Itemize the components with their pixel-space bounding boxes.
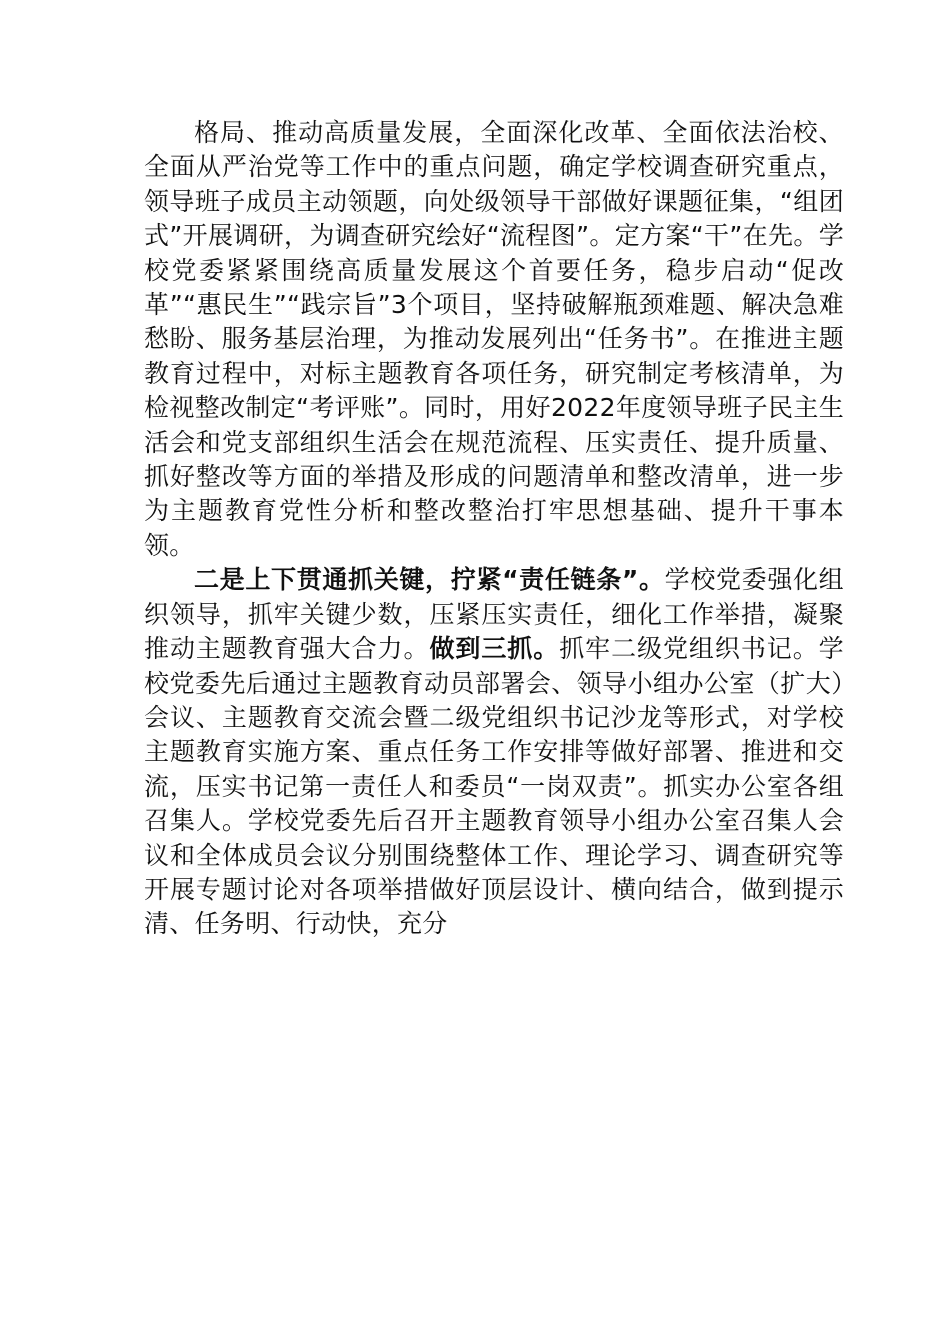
paragraph-2-heading: 二是上下贯通抓关键，拧紧“责任链条”。 (194, 565, 665, 595)
paragraph-2-text-b: 抓牢二级党组织书记。学校党委先后通过主题教育动员部署会、领导小组办公室（扩大）会议、主题教育交流会暨二级党组织书记沙龙等形式，对学校主题教育实施方案、重点任务工作安排等做好部署、推进和交流，压实书记第一责任人和委员“一岗双责”。抓实办公室各组召集人。学校党委先后召开主题教育领导小组办公室召集人会议和全体成员会议分别围绕整体工作、理论学习、调查研究等开展专题讨论对各项举措做好顶层设计、横向结合，做到提示清、任务明、行动快，充分 (144, 634, 844, 939)
paragraph-2-subheading: 做到三抓。 (429, 634, 560, 664)
paragraph-1 (144, 116, 844, 563)
document-body (144, 116, 844, 942)
paragraph-2-text-a: 学校党委强化组织领导，抓牢关键少数，压紧压实责任，细化工作举措，凝聚推动主题教育强大合力。 (144, 565, 844, 664)
paragraph-2 (144, 563, 844, 941)
paragraph-1-text: 格局、推动高质量发展，全面深化改革、全面依法治校、全面从严治党等工作中的重点问题，确定学校调查研究重点，领导班子成员主动领题，向处级领导干部做好课题征集，“组团式”开展调研，为调查研究绘好“流程图”。定方案“干”在先。学校党委紧紧围绕高质量发展这个首要任务，稳步启动“促改革”“惠民生”“践宗旨”3个项目，坚持破解瓶颈难题、解决急难愁盼、服务基层治理，为推动发展列出“任务书”。在推进主题教育过程中，对标主题教育各项任务，研究制定考核清单，为检视整改制定“考评账”。同时，用好2022年度领导班子民主生活会和党支部组织生活会在规范流程、压实责任、提升质量、抓好整改等方面的举措及形成的问题清单和整改清单，进一步为主题教育党性分析和整改整治打牢思想基础、提升干事本领。 (144, 118, 844, 560)
